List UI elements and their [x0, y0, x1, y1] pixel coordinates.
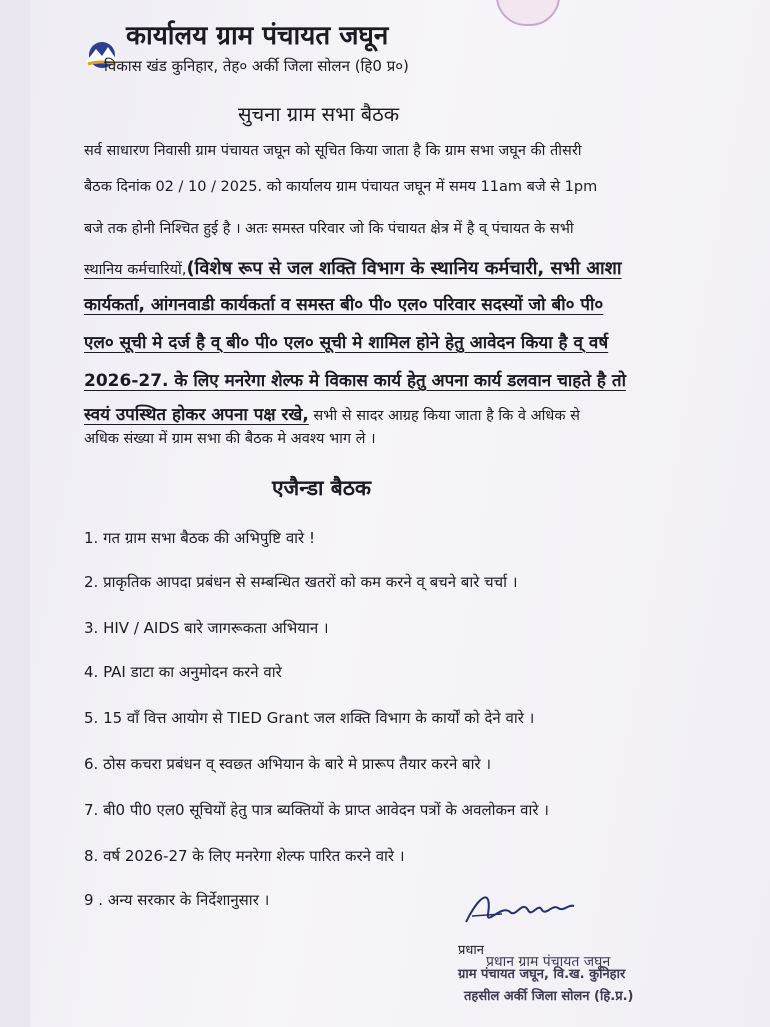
agenda-item-text: बी0 पी0 एल0 सूचियों हेतु पात्र ब्यक्तियों के प्राप्त आवेदन पत्रों के अवलोकन वारे ।: [98, 801, 549, 819]
agenda-item-number: 5.: [84, 709, 99, 727]
stamp-text: तहसील अर्की जिला सोलन (हि.प्र.): [464, 989, 634, 1004]
stamp-text: ग्राम पंचायत जघून, वि.ख. कुनिहार: [458, 967, 626, 982]
notice-line-emphasis: स्वयं उपस्थित होकर अपना पक्ष रखे,: [84, 405, 309, 425]
agenda-item-text: अन्य सरकार के निर्देशानुसार ।: [103, 891, 270, 909]
agenda-item: [84, 890, 269, 910]
agenda-item: [84, 618, 329, 638]
agenda-item-text: गत ग्राम सभा बैठक की अभिपुष्टि वारे !: [98, 529, 315, 547]
notice-line-emphasis: कार्यकर्ता, आंगनवाडी कार्यकर्ता व समस्त बी० पी० एल० परिवार सदस्यों जो बी० पी०: [84, 295, 604, 315]
agenda-item-number: 1.: [84, 529, 99, 547]
agenda-title: एजैन्डा बैठक: [272, 476, 372, 500]
agenda-item: [84, 800, 549, 820]
notice-line: बजे तक होनी निश्चित हुई है । अतः समस्त परिवार जो कि पंचायत क्षेत्र में है व् पंचायत के सभी: [84, 221, 574, 237]
agenda-item: [84, 754, 491, 774]
agenda-item-number: 8.: [84, 847, 99, 865]
agenda-item-number: 3.: [84, 619, 99, 637]
signatory-role: प्रधान: [458, 943, 484, 958]
agenda-item-text: PAI डाटा का अनुमोदन करने वारे: [98, 663, 282, 681]
agenda-item: [84, 708, 534, 728]
stamp-text: प्रधान ग्राम पंचायत जघून: [486, 954, 611, 970]
agenda-item: [84, 846, 405, 866]
notice-line-emphasis: 2026-27. के लिए मनरेगा शेल्फ मे विकास कार्य हेतु अपना कार्य डलवान चाहते है तो: [84, 371, 626, 391]
agenda-item: [84, 528, 315, 548]
agenda-item: [84, 662, 282, 682]
agenda-item-text: वर्ष 2026-27 के लिए मनरेगा शेल्फ पारित करने वारे ।: [98, 847, 405, 865]
notice-line: [84, 402, 580, 425]
notice-line-part: सभी से सादर आग्रह किया जाता है कि वे अधिक से: [308, 408, 580, 424]
office-address: विकास खंड कुनिहार, तेह० अर्की जिला सोलन (हि0 प्र०): [104, 57, 409, 75]
agenda-item-text: प्राकृतिक आपदा प्रबंधन से सम्बन्धित खतरों को कम करने व् बचने बारे चर्चा ।: [98, 573, 518, 591]
agenda-item-text: 15 वाँ वित्त आयोग से TIED Grant जल शक्ति विभाग के कार्यों को देने वारे ।: [98, 709, 535, 727]
agenda-item-number: 4.: [84, 663, 99, 681]
agenda-item-number: 6.: [84, 755, 99, 773]
agenda-item-text: ठोस कचरा प्रबंधन व् स्वछ्त अभियान के बारे मे प्रारूप तैयार करने बारे ।: [98, 755, 492, 773]
notice-line-emphasis: (विशेष रूप से जल शक्ति विभाग के स्थानिय कर्मचारी, सभी आशा: [186, 258, 622, 279]
signature-scribble: [462, 886, 582, 932]
agenda-item-number: 9 .: [84, 891, 104, 909]
office-title: कार्यालय ग्राम पंचायत जघून: [126, 21, 389, 51]
notice-line: [84, 256, 622, 280]
notice-line-part: स्थानिय कर्मचारियों,: [84, 262, 187, 278]
notice-line: बैठक दिनांक 02 / 10 / 2025. को कार्यालय ग्राम पंचायत जघून में समय 11am बजे से 1pm: [84, 179, 598, 195]
agenda-item-number: 7.: [84, 801, 99, 819]
agenda-item: [84, 572, 518, 592]
agenda-item-number: 2.: [84, 573, 99, 591]
notice-line: अधिक संख्या में ग्राम सभा की बैठक मे अवश्य भाग ले ।: [84, 431, 376, 447]
agenda-item-text: HIV / AIDS बारे जागरूकता अभियान ।: [98, 619, 329, 637]
notice-line: सर्व साधारण निवासी ग्राम पंचायत जघून को सूचित किया जाता है कि ग्राम सभा जघून की तीसरी: [84, 143, 582, 159]
notice-title: सुचना ग्राम सभा बैठक: [238, 102, 400, 126]
notice-line-emphasis: एल० सूची मे दर्ज है व् बी० पी० एल० सूची मे शामिल होने हेतु आवेदन किया है व् वर्ष: [84, 333, 609, 353]
